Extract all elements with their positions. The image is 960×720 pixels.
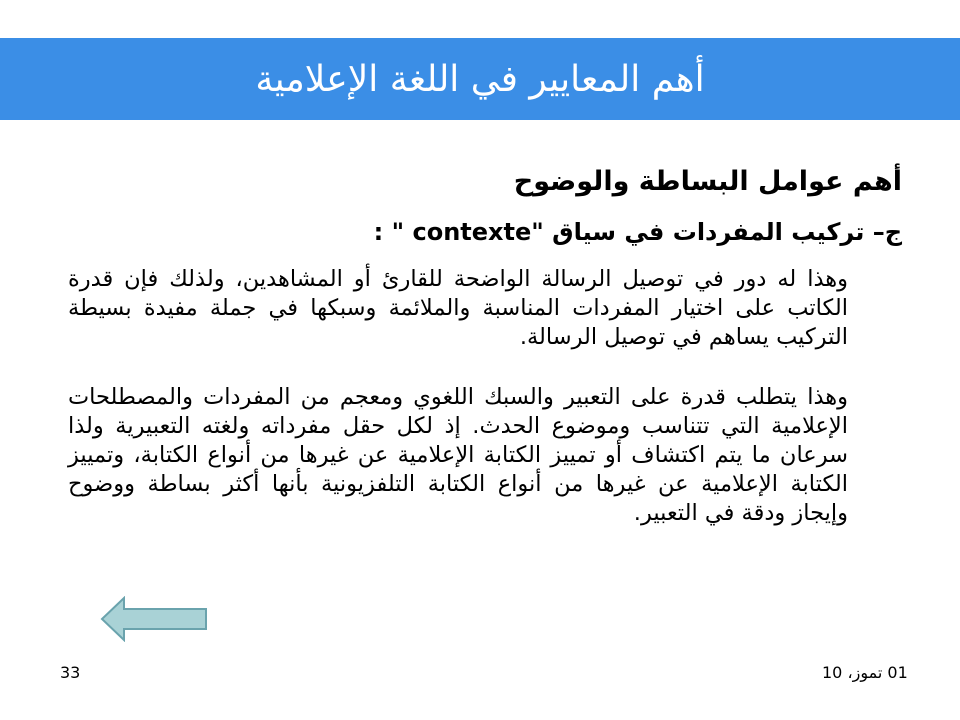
page-number: 33 [60,663,81,682]
footer-date: 01 تموز، 10 [822,663,908,682]
section-heading: أهم عوامل البساطة والوضوح [513,166,902,197]
left-arrow-icon [100,596,210,642]
paragraph-1: وهذا له دور في توصيل الرسالة الواضحة للقارئ أو المشاهدين، ولذلك فإن قدرة الكاتب على اختيار المفردات المناسبة والملائمة وسبكها في جملة مفيدة بسيطة التركيب يساهم في توصيل الرسالة. [68,266,848,350]
sub-heading: ج– تركيب المفردات في سياق "contexte " : [373,218,902,246]
slide-title: أهم المعايير في اللغة الإعلامية [255,58,705,100]
title-bar [0,38,960,120]
back-button[interactable] [100,596,210,642]
paragraph-2: وهذا يتطلب قدرة على التعبير والسبك اللغوي ومعجم من المفردات والمصطلحات الإعلامية التي تتناسب وموضوع الحدث. إذ لكل حقل مفرداته ولغته التعبيرية ولذا سرعان ما يتم اكتشاف أو تمييز الكتابة الإعلامية عن غيرها من أنواع الكتابة، وتمييز الكتابة الإعلامية عن غيرها من أنواع الكتابة التلفزيونية بأنها أكثر بساطة ووضوح وإيجاز ودقة في التعبير. [68,384,848,526]
